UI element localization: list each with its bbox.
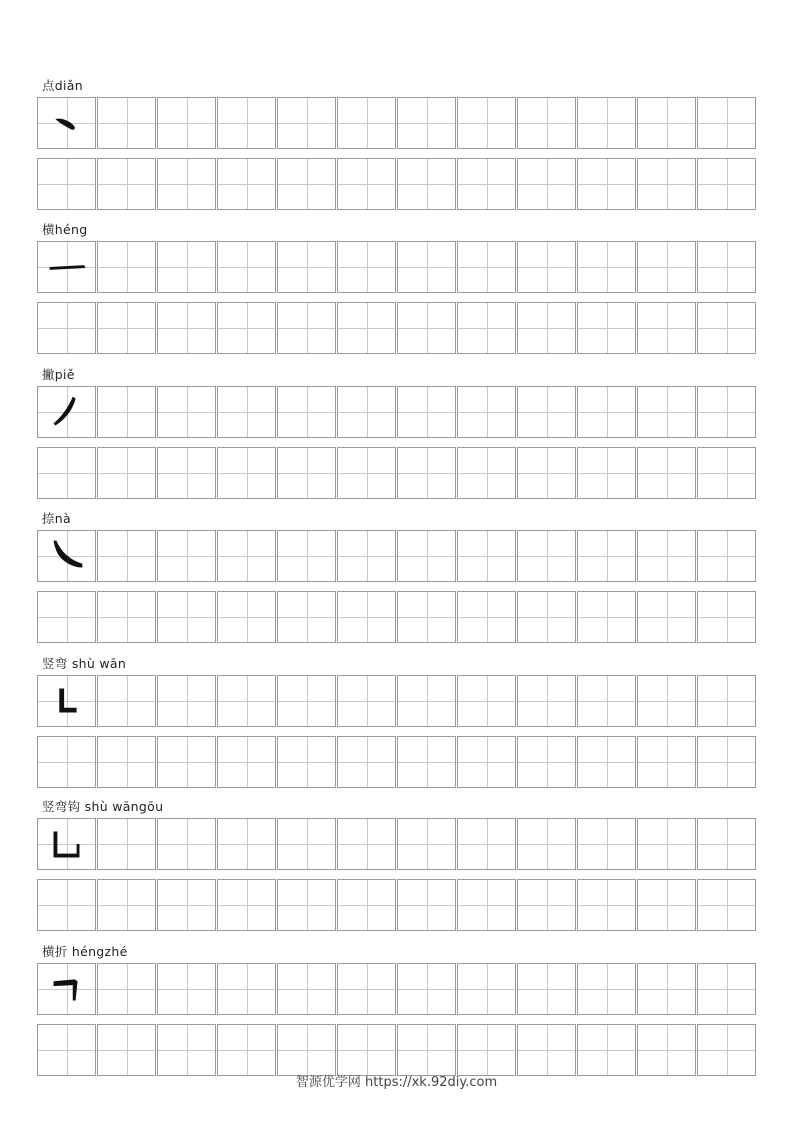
tianzige-cell[interactable]	[97, 1024, 156, 1076]
tianzige-cell[interactable]	[97, 447, 156, 499]
tianzige-cell[interactable]	[457, 386, 516, 438]
tianzige-cell[interactable]	[577, 818, 636, 870]
tianzige-cell[interactable]	[517, 158, 576, 210]
tianzige-cell[interactable]	[157, 241, 216, 293]
tianzige-cell[interactable]	[217, 736, 276, 788]
tianzige-cell[interactable]	[697, 97, 756, 149]
tianzige-cell[interactable]	[157, 158, 216, 210]
tianzige-cell[interactable]	[457, 1024, 516, 1076]
tianzige-cell[interactable]	[517, 963, 576, 1015]
tianzige-cell[interactable]	[97, 241, 156, 293]
tianzige-cell[interactable]	[97, 963, 156, 1015]
tianzige-cell[interactable]	[157, 818, 216, 870]
tianzige-cell[interactable]	[157, 879, 216, 931]
tianzige-cell[interactable]	[277, 386, 336, 438]
tianzige-row	[37, 818, 757, 870]
tianzige-cell[interactable]	[277, 1024, 336, 1076]
tianzige-cell[interactable]	[217, 879, 276, 931]
tianzige-row	[37, 675, 757, 727]
tianzige-cell[interactable]	[337, 158, 396, 210]
tianzige-cell[interactable]	[397, 241, 456, 293]
tianzige-cell[interactable]	[157, 530, 216, 582]
tianzige-cell[interactable]	[637, 158, 696, 210]
tianzige-cell[interactable]	[277, 530, 336, 582]
tianzige-cell[interactable]	[517, 447, 576, 499]
tianzige-cell[interactable]	[217, 447, 276, 499]
tianzige-cell[interactable]	[157, 302, 216, 354]
tianzige-row	[37, 736, 757, 788]
tianzige-cell[interactable]	[37, 530, 96, 582]
tianzige-cell[interactable]	[577, 302, 636, 354]
stroke-label: 撇piě	[42, 367, 75, 382]
tianzige-cell[interactable]	[517, 241, 576, 293]
tianzige-cell[interactable]	[337, 1024, 396, 1076]
tianzige-cell[interactable]	[577, 591, 636, 643]
stroke-label: 捺nà	[42, 511, 71, 526]
tianzige-cell[interactable]	[397, 879, 456, 931]
tianzige-cell[interactable]	[277, 447, 336, 499]
tianzige-cell[interactable]	[337, 963, 396, 1015]
tianzige-cell[interactable]	[97, 591, 156, 643]
tianzige-cell[interactable]	[577, 241, 636, 293]
tianzige-cell[interactable]	[217, 818, 276, 870]
tianzige-cell[interactable]	[217, 1024, 276, 1076]
tianzige-cell[interactable]	[157, 675, 216, 727]
tianzige-cell[interactable]	[637, 879, 696, 931]
tianzige-cell[interactable]	[37, 879, 96, 931]
tianzige-cell[interactable]	[37, 591, 96, 643]
tianzige-cell[interactable]	[517, 1024, 576, 1076]
tianzige-cell[interactable]	[697, 591, 756, 643]
tianzige-cell[interactable]	[457, 447, 516, 499]
tianzige-cell[interactable]	[697, 302, 756, 354]
tianzige-row	[37, 530, 757, 582]
tianzige-row	[37, 302, 757, 354]
tianzige-cell[interactable]	[577, 158, 636, 210]
tianzige-row	[37, 1024, 757, 1076]
tianzige-cell[interactable]	[637, 1024, 696, 1076]
tianzige-cell[interactable]	[37, 97, 96, 149]
tianzige-cell[interactable]	[577, 386, 636, 438]
tianzige-cell[interactable]	[457, 158, 516, 210]
tianzige-cell[interactable]	[337, 241, 396, 293]
footer-watermark: 智源优学网 https://xk.92diy.com	[295, 1075, 498, 1090]
tianzige-cell[interactable]	[517, 302, 576, 354]
tianzige-cell[interactable]	[517, 879, 576, 931]
tianzige-cell[interactable]	[277, 158, 336, 210]
tianzige-cell[interactable]	[457, 818, 516, 870]
tianzige-cell[interactable]	[577, 530, 636, 582]
tianzige-cell[interactable]	[397, 530, 456, 582]
tianzige-cell[interactable]	[157, 736, 216, 788]
tianzige-cell[interactable]	[277, 675, 336, 727]
tianzige-cell[interactable]	[157, 447, 216, 499]
tianzige-row	[37, 963, 757, 1015]
tianzige-cell[interactable]	[637, 591, 696, 643]
tianzige-cell[interactable]	[637, 963, 696, 1015]
tianzige-cell[interactable]	[97, 818, 156, 870]
tianzige-cell[interactable]	[697, 241, 756, 293]
tianzige-row	[37, 386, 757, 438]
tianzige-cell[interactable]	[337, 302, 396, 354]
tianzige-cell[interactable]	[397, 818, 456, 870]
tianzige-cell[interactable]	[97, 675, 156, 727]
tianzige-cell[interactable]	[397, 1024, 456, 1076]
tianzige-cell[interactable]	[37, 963, 96, 1015]
stroke-label: 点diǎn	[42, 78, 83, 93]
tianzige-cell[interactable]	[217, 591, 276, 643]
stroke-label: 竖弯钩 shù wāngōu	[42, 799, 164, 814]
tianzige-cell[interactable]	[517, 386, 576, 438]
tianzige-cell[interactable]	[577, 736, 636, 788]
tianzige-cell[interactable]	[457, 302, 516, 354]
tianzige-cell[interactable]	[517, 818, 576, 870]
tianzige-cell[interactable]	[97, 302, 156, 354]
tianzige-row	[37, 241, 757, 293]
tianzige-cell[interactable]	[457, 241, 516, 293]
tianzige-cell[interactable]	[277, 736, 336, 788]
tianzige-cell[interactable]	[697, 530, 756, 582]
tianzige-cell[interactable]	[457, 591, 516, 643]
tianzige-cell[interactable]	[397, 97, 456, 149]
tianzige-cell[interactable]	[37, 302, 96, 354]
tianzige-cell[interactable]	[577, 879, 636, 931]
tianzige-cell[interactable]	[637, 675, 696, 727]
tianzige-cell[interactable]	[457, 530, 516, 582]
tianzige-cell[interactable]	[97, 879, 156, 931]
tianzige-cell[interactable]	[637, 530, 696, 582]
tianzige-cell[interactable]	[157, 591, 216, 643]
tianzige-cell[interactable]	[277, 818, 336, 870]
tianzige-row	[37, 158, 757, 210]
tianzige-cell[interactable]	[337, 736, 396, 788]
tianzige-cell[interactable]	[577, 675, 636, 727]
tianzige-row	[37, 97, 757, 149]
tianzige-cell[interactable]	[37, 158, 96, 210]
tianzige-cell[interactable]	[37, 241, 96, 293]
tianzige-cell[interactable]	[217, 530, 276, 582]
tianzige-cell[interactable]	[697, 963, 756, 1015]
stroke-label: 横héng	[42, 222, 88, 237]
tianzige-cell[interactable]	[337, 675, 396, 727]
tianzige-cell[interactable]	[337, 818, 396, 870]
tianzige-cell[interactable]	[37, 736, 96, 788]
tianzige-cell[interactable]	[577, 97, 636, 149]
tianzige-cell[interactable]	[457, 879, 516, 931]
tianzige-cell[interactable]	[217, 302, 276, 354]
tianzige-cell[interactable]	[277, 963, 336, 1015]
tianzige-cell[interactable]	[97, 97, 156, 149]
tianzige-cell[interactable]	[97, 158, 156, 210]
tianzige-cell[interactable]	[397, 447, 456, 499]
stroke-label: 横折 héngzhé	[42, 944, 128, 959]
tianzige-row	[37, 879, 757, 931]
tianzige-cell[interactable]	[517, 591, 576, 643]
tianzige-cell[interactable]	[697, 736, 756, 788]
tianzige-cell[interactable]	[217, 675, 276, 727]
tianzige-cell[interactable]	[97, 386, 156, 438]
tianzige-cell[interactable]	[697, 158, 756, 210]
tianzige-cell[interactable]	[637, 302, 696, 354]
tianzige-cell[interactable]	[457, 675, 516, 727]
tianzige-cell[interactable]	[577, 963, 636, 1015]
tianzige-cell[interactable]	[157, 97, 216, 149]
tianzige-cell[interactable]	[457, 736, 516, 788]
tianzige-cell[interactable]	[217, 97, 276, 149]
tianzige-cell[interactable]	[397, 963, 456, 1015]
tianzige-cell[interactable]	[697, 879, 756, 931]
tianzige-cell[interactable]	[277, 241, 336, 293]
tianzige-cell[interactable]	[517, 530, 576, 582]
tianzige-cell[interactable]	[457, 97, 516, 149]
tianzige-cell[interactable]	[397, 302, 456, 354]
tianzige-cell[interactable]	[577, 447, 636, 499]
tianzige-cell[interactable]	[697, 386, 756, 438]
tianzige-row	[37, 447, 757, 499]
stroke-label: 竖弯 shù wān	[42, 656, 127, 671]
tianzige-cell[interactable]	[697, 818, 756, 870]
tianzige-cell[interactable]	[97, 530, 156, 582]
tianzige-cell[interactable]	[337, 879, 396, 931]
tianzige-cell[interactable]	[697, 675, 756, 727]
tianzige-cell[interactable]	[277, 302, 336, 354]
tianzige-cell[interactable]	[637, 818, 696, 870]
tianzige-cell[interactable]	[697, 1024, 756, 1076]
tianzige-cell[interactable]	[157, 386, 216, 438]
tianzige-cell[interactable]	[37, 1024, 96, 1076]
tianzige-cell[interactable]	[637, 447, 696, 499]
tianzige-cell[interactable]	[637, 97, 696, 149]
tianzige-cell[interactable]	[37, 447, 96, 499]
tianzige-cell[interactable]	[637, 241, 696, 293]
tianzige-cell[interactable]	[517, 675, 576, 727]
tianzige-cell[interactable]	[157, 1024, 216, 1076]
tianzige-cell[interactable]	[337, 530, 396, 582]
tianzige-row	[37, 591, 757, 643]
tianzige-cell[interactable]	[217, 386, 276, 438]
tianzige-cell[interactable]	[637, 386, 696, 438]
tianzige-cell[interactable]	[157, 963, 216, 1015]
tianzige-cell[interactable]	[397, 158, 456, 210]
tianzige-cell[interactable]	[397, 386, 456, 438]
tianzige-cell[interactable]	[397, 736, 456, 788]
tianzige-cell[interactable]	[337, 447, 396, 499]
tianzige-cell[interactable]	[457, 963, 516, 1015]
tianzige-cell[interactable]	[517, 736, 576, 788]
tianzige-cell[interactable]	[97, 736, 156, 788]
tianzige-cell[interactable]	[217, 158, 276, 210]
tianzige-cell[interactable]	[217, 241, 276, 293]
tianzige-cell[interactable]	[697, 447, 756, 499]
tianzige-cell[interactable]	[277, 879, 336, 931]
tianzige-cell[interactable]	[37, 675, 96, 727]
tianzige-cell[interactable]	[37, 818, 96, 870]
tianzige-cell[interactable]	[217, 963, 276, 1015]
tianzige-cell[interactable]	[277, 591, 336, 643]
tianzige-cell[interactable]	[337, 97, 396, 149]
tianzige-cell[interactable]	[517, 97, 576, 149]
tianzige-cell[interactable]	[577, 1024, 636, 1076]
tianzige-cell[interactable]	[397, 591, 456, 643]
tianzige-cell[interactable]	[277, 97, 336, 149]
tianzige-cell[interactable]	[397, 675, 456, 727]
tianzige-cell[interactable]	[637, 736, 696, 788]
tianzige-cell[interactable]	[337, 591, 396, 643]
tianzige-cell[interactable]	[337, 386, 396, 438]
tianzige-cell[interactable]	[37, 386, 96, 438]
